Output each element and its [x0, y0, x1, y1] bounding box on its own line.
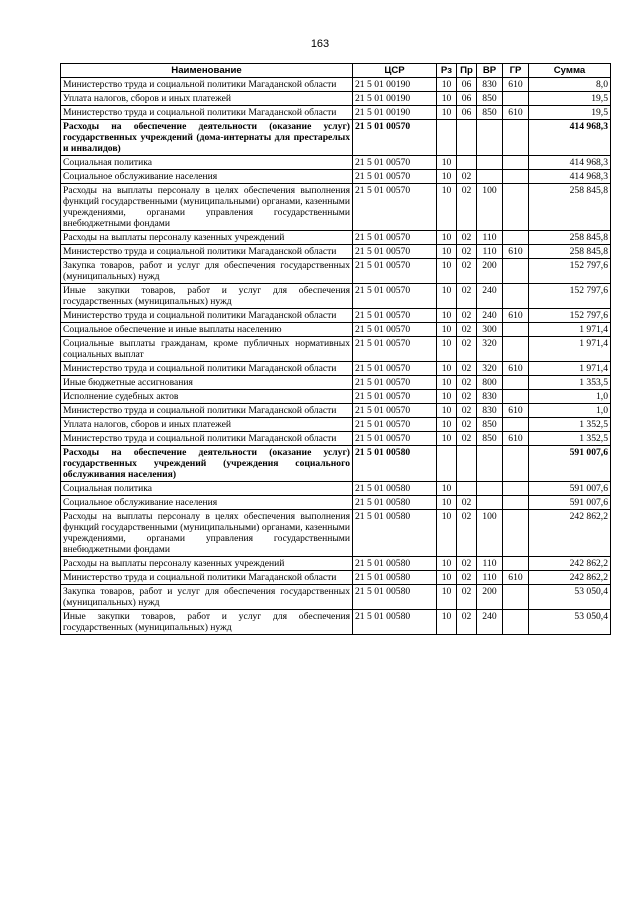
cell-rz: 10: [437, 432, 457, 446]
cell-gr: [503, 337, 529, 362]
cell-sum: 1 971,4: [529, 323, 611, 337]
cell-csr: 21 5 01 00570: [353, 362, 437, 376]
cell-gr: [503, 510, 529, 557]
cell-rz: 10: [437, 92, 457, 106]
cell-name: Расходы на выплаты персоналу казенных учреждений: [61, 231, 353, 245]
cell-csr: 21 5 01 00570: [353, 284, 437, 309]
cell-rz: 10: [437, 482, 457, 496]
cell-csr: 21 5 01 00190: [353, 106, 437, 120]
cell-rz: 10: [437, 309, 457, 323]
cell-csr: 21 5 01 00570: [353, 259, 437, 284]
cell-sum: 53 050,4: [529, 585, 611, 610]
cell-vr: 850: [477, 92, 503, 106]
cell-vr: 110: [477, 557, 503, 571]
cell-name: Расходы на обеспечение деятельности (оказание услуг) государственных учреждений (учреждения социального обслуживания населения): [61, 446, 353, 482]
table-row: [61, 106, 611, 120]
budget-table: [60, 63, 611, 635]
cell-gr: [503, 376, 529, 390]
cell-vr: 830: [477, 404, 503, 418]
table-row: [61, 418, 611, 432]
cell-gr: 610: [503, 362, 529, 376]
cell-gr: [503, 92, 529, 106]
cell-pr: 02: [457, 284, 477, 309]
table-row: [61, 120, 611, 156]
cell-pr: 02: [457, 404, 477, 418]
cell-pr: 02: [457, 496, 477, 510]
table-row: [61, 309, 611, 323]
cell-name: Расходы на выплаты персоналу казенных учреждений: [61, 557, 353, 571]
cell-sum: 53 050,4: [529, 610, 611, 635]
cell-gr: [503, 557, 529, 571]
cell-rz: 10: [437, 557, 457, 571]
cell-sum: 242 862,2: [529, 557, 611, 571]
table-row: [61, 184, 611, 231]
cell-sum: 19,5: [529, 92, 611, 106]
cell-sum: 1 353,5: [529, 376, 611, 390]
cell-pr: 02: [457, 557, 477, 571]
cell-rz: 10: [437, 245, 457, 259]
cell-sum: 1 352,5: [529, 432, 611, 446]
table-row: [61, 376, 611, 390]
cell-gr: 610: [503, 78, 529, 92]
cell-vr: 800: [477, 376, 503, 390]
header-rz: Рз: [437, 64, 457, 78]
cell-rz: 10: [437, 184, 457, 231]
cell-vr: [477, 170, 503, 184]
cell-rz: 10: [437, 571, 457, 585]
cell-vr: 830: [477, 390, 503, 404]
cell-rz: 10: [437, 496, 457, 510]
cell-csr: 21 5 01 00570: [353, 120, 437, 156]
cell-gr: [503, 284, 529, 309]
table-row: [61, 362, 611, 376]
cell-pr: [457, 482, 477, 496]
cell-name: Социальная политика: [61, 156, 353, 170]
cell-gr: 610: [503, 245, 529, 259]
header-vr: ВР: [477, 64, 503, 78]
cell-sum: 1,0: [529, 390, 611, 404]
cell-vr: 830: [477, 78, 503, 92]
cell-gr: [503, 323, 529, 337]
cell-csr: 21 5 01 00580: [353, 610, 437, 635]
cell-sum: 242 862,2: [529, 571, 611, 585]
table-body: [61, 78, 611, 635]
cell-sum: 414 968,3: [529, 120, 611, 156]
cell-gr: [503, 156, 529, 170]
table-row: [61, 496, 611, 510]
table-row: [61, 259, 611, 284]
cell-csr: 21 5 01 00570: [353, 156, 437, 170]
cell-pr: 02: [457, 184, 477, 231]
table-row: [61, 170, 611, 184]
cell-name: Министерство труда и социальной политики Магаданской области: [61, 362, 353, 376]
cell-pr: [457, 156, 477, 170]
cell-gr: [503, 496, 529, 510]
cell-csr: 21 5 01 00570: [353, 323, 437, 337]
cell-pr: 06: [457, 92, 477, 106]
cell-csr: 21 5 01 00580: [353, 482, 437, 496]
cell-sum: 152 797,6: [529, 259, 611, 284]
cell-name: Министерство труда и социальной политики Магаданской области: [61, 404, 353, 418]
cell-rz: 10: [437, 259, 457, 284]
cell-vr: 320: [477, 362, 503, 376]
cell-pr: 02: [457, 432, 477, 446]
cell-rz: 10: [437, 362, 457, 376]
table-header: [61, 64, 611, 78]
cell-pr: 02: [457, 571, 477, 585]
cell-csr: 21 5 01 00580: [353, 557, 437, 571]
cell-sum: 414 968,3: [529, 156, 611, 170]
table-row: [61, 337, 611, 362]
cell-csr: 21 5 01 00570: [353, 245, 437, 259]
table-row: [61, 610, 611, 635]
cell-rz: 10: [437, 390, 457, 404]
cell-gr: 610: [503, 404, 529, 418]
cell-sum: 258 845,8: [529, 245, 611, 259]
cell-name: Министерство труда и социальной политики Магаданской области: [61, 309, 353, 323]
cell-name: Социальное обслуживание населения: [61, 170, 353, 184]
cell-name: Закупка товаров, работ и услуг для обеспечения государственных (муниципальных) нужд: [61, 585, 353, 610]
cell-gr: [503, 231, 529, 245]
header-sum: Сумма: [529, 64, 611, 78]
cell-vr: 240: [477, 284, 503, 309]
cell-vr: [477, 120, 503, 156]
page-number: 163: [310, 38, 330, 50]
cell-name: Социальное обеспечение и иные выплаты населению: [61, 323, 353, 337]
cell-pr: 02: [457, 259, 477, 284]
cell-name: Расходы на выплаты персоналу в целях обеспечения выполнения функций государственными (муниципальными) органами, казенными учреждениями, органами управления государственными внебюджетными фондами: [61, 510, 353, 557]
cell-sum: 8,0: [529, 78, 611, 92]
cell-name: Министерство труда и социальной политики Магаданской области: [61, 571, 353, 585]
cell-csr: 21 5 01 00570: [353, 418, 437, 432]
cell-csr: 21 5 01 00580: [353, 496, 437, 510]
cell-gr: 610: [503, 309, 529, 323]
cell-rz: 10: [437, 170, 457, 184]
cell-gr: [503, 585, 529, 610]
cell-name: Иные закупки товаров, работ и услуг для обеспечения государственных (муниципальных) нужд: [61, 610, 353, 635]
cell-rz: 10: [437, 376, 457, 390]
cell-vr: 200: [477, 585, 503, 610]
cell-pr: 06: [457, 106, 477, 120]
cell-sum: 1 971,4: [529, 337, 611, 362]
cell-name: Иные бюджетные ассигнования: [61, 376, 353, 390]
cell-gr: [503, 418, 529, 432]
cell-csr: 21 5 01 00570: [353, 337, 437, 362]
cell-rz: 10: [437, 404, 457, 418]
table-row: [61, 156, 611, 170]
cell-sum: 258 845,8: [529, 184, 611, 231]
table-row: [61, 432, 611, 446]
cell-vr: [477, 446, 503, 482]
cell-gr: [503, 184, 529, 231]
cell-gr: [503, 259, 529, 284]
table-row: [61, 231, 611, 245]
cell-rz: 10: [437, 510, 457, 557]
cell-vr: 110: [477, 245, 503, 259]
cell-pr: 02: [457, 170, 477, 184]
cell-rz: 10: [437, 337, 457, 362]
cell-gr: [503, 120, 529, 156]
header-row: [61, 64, 611, 78]
cell-sum: 19,5: [529, 106, 611, 120]
cell-csr: 21 5 01 00570: [353, 432, 437, 446]
cell-pr: 02: [457, 585, 477, 610]
cell-pr: [457, 120, 477, 156]
header-name: Наименование: [61, 64, 353, 78]
cell-rz: [437, 446, 457, 482]
cell-gr: [503, 390, 529, 404]
cell-vr: 200: [477, 259, 503, 284]
cell-name: Исполнение судебных актов: [61, 390, 353, 404]
cell-sum: 1,0: [529, 404, 611, 418]
cell-rz: 10: [437, 78, 457, 92]
cell-name: Министерство труда и социальной политики Магаданской области: [61, 245, 353, 259]
table-row: [61, 482, 611, 496]
cell-vr: 100: [477, 510, 503, 557]
table-row: [61, 323, 611, 337]
cell-name: Закупка товаров, работ и услуг для обеспечения государственных (муниципальных) нужд: [61, 259, 353, 284]
cell-gr: [503, 482, 529, 496]
cell-csr: 21 5 01 00570: [353, 184, 437, 231]
table-row: [61, 78, 611, 92]
cell-csr: 21 5 01 00190: [353, 78, 437, 92]
cell-pr: 02: [457, 390, 477, 404]
table-row: [61, 571, 611, 585]
cell-vr: [477, 496, 503, 510]
cell-sum: 152 797,6: [529, 309, 611, 323]
table-row: [61, 390, 611, 404]
table-row: [61, 446, 611, 482]
cell-vr: 850: [477, 432, 503, 446]
table-row: [61, 245, 611, 259]
cell-pr: 02: [457, 610, 477, 635]
cell-rz: 10: [437, 156, 457, 170]
cell-sum: 152 797,6: [529, 284, 611, 309]
cell-name: Министерство труда и социальной политики Магаданской области: [61, 432, 353, 446]
cell-sum: 242 862,2: [529, 510, 611, 557]
cell-pr: 02: [457, 309, 477, 323]
cell-csr: 21 5 01 00190: [353, 92, 437, 106]
table-row: [61, 557, 611, 571]
cell-vr: 100: [477, 184, 503, 231]
cell-vr: 240: [477, 309, 503, 323]
cell-csr: 21 5 01 00580: [353, 571, 437, 585]
cell-rz: [437, 120, 457, 156]
cell-vr: 300: [477, 323, 503, 337]
cell-sum: 414 968,3: [529, 170, 611, 184]
cell-vr: [477, 156, 503, 170]
cell-csr: 21 5 01 00570: [353, 231, 437, 245]
cell-sum: 591 007,6: [529, 446, 611, 482]
header-csr: ЦСР: [353, 64, 437, 78]
cell-rz: 10: [437, 106, 457, 120]
cell-name: Социальное обслуживание населения: [61, 496, 353, 510]
cell-vr: 850: [477, 106, 503, 120]
cell-name: Министерство труда и социальной политики Магаданской области: [61, 106, 353, 120]
cell-csr: 21 5 01 00570: [353, 390, 437, 404]
cell-gr: 610: [503, 571, 529, 585]
table-row: [61, 92, 611, 106]
cell-vr: 110: [477, 231, 503, 245]
cell-pr: 02: [457, 510, 477, 557]
cell-sum: 1 971,4: [529, 362, 611, 376]
cell-csr: 21 5 01 00570: [353, 376, 437, 390]
cell-rz: 10: [437, 610, 457, 635]
cell-gr: 610: [503, 432, 529, 446]
cell-vr: 320: [477, 337, 503, 362]
table-row: [61, 404, 611, 418]
cell-vr: 110: [477, 571, 503, 585]
table-row: [61, 284, 611, 309]
header-pr: Пр: [457, 64, 477, 78]
cell-gr: [503, 170, 529, 184]
cell-csr: 21 5 01 00580: [353, 446, 437, 482]
cell-pr: 06: [457, 78, 477, 92]
cell-rz: 10: [437, 418, 457, 432]
cell-csr: 21 5 01 00570: [353, 309, 437, 323]
cell-pr: 02: [457, 231, 477, 245]
cell-gr: [503, 446, 529, 482]
cell-rz: 10: [437, 231, 457, 245]
cell-gr: [503, 610, 529, 635]
cell-name: Министерство труда и социальной политики Магаданской области: [61, 78, 353, 92]
cell-sum: 1 352,5: [529, 418, 611, 432]
cell-vr: 850: [477, 418, 503, 432]
cell-pr: 02: [457, 323, 477, 337]
header-gr: ГР: [503, 64, 529, 78]
cell-csr: 21 5 01 00570: [353, 170, 437, 184]
cell-rz: 10: [437, 323, 457, 337]
cell-sum: 591 007,6: [529, 496, 611, 510]
cell-sum: 258 845,8: [529, 231, 611, 245]
cell-name: Социальные выплаты гражданам, кроме публичных нормативных социальных выплат: [61, 337, 353, 362]
cell-name: Уплата налогов, сборов и иных платежей: [61, 418, 353, 432]
cell-pr: 02: [457, 418, 477, 432]
cell-pr: 02: [457, 245, 477, 259]
cell-name: Иные закупки товаров, работ и услуг для обеспечения государственных (муниципальных) нужд: [61, 284, 353, 309]
cell-pr: [457, 446, 477, 482]
table-row: [61, 510, 611, 557]
table-row: [61, 585, 611, 610]
cell-sum: 591 007,6: [529, 482, 611, 496]
cell-pr: 02: [457, 362, 477, 376]
cell-pr: 02: [457, 376, 477, 390]
cell-name: Уплата налогов, сборов и иных платежей: [61, 92, 353, 106]
cell-gr: 610: [503, 106, 529, 120]
cell-name: Расходы на выплаты персоналу в целях обеспечения выполнения функций государственными (муниципальными) органами, казенными учреждениями, органами управления государственными внебюджетными фондами: [61, 184, 353, 231]
cell-csr: 21 5 01 00580: [353, 510, 437, 557]
cell-vr: 240: [477, 610, 503, 635]
cell-rz: 10: [437, 284, 457, 309]
cell-name: Социальная политика: [61, 482, 353, 496]
cell-vr: [477, 482, 503, 496]
cell-csr: 21 5 01 00570: [353, 404, 437, 418]
cell-name: Расходы на обеспечение деятельности (оказание услуг) государственных учреждений (дома-интернаты для престарелых и инвалидов): [61, 120, 353, 156]
cell-csr: 21 5 01 00580: [353, 585, 437, 610]
cell-rz: 10: [437, 585, 457, 610]
cell-pr: 02: [457, 337, 477, 362]
